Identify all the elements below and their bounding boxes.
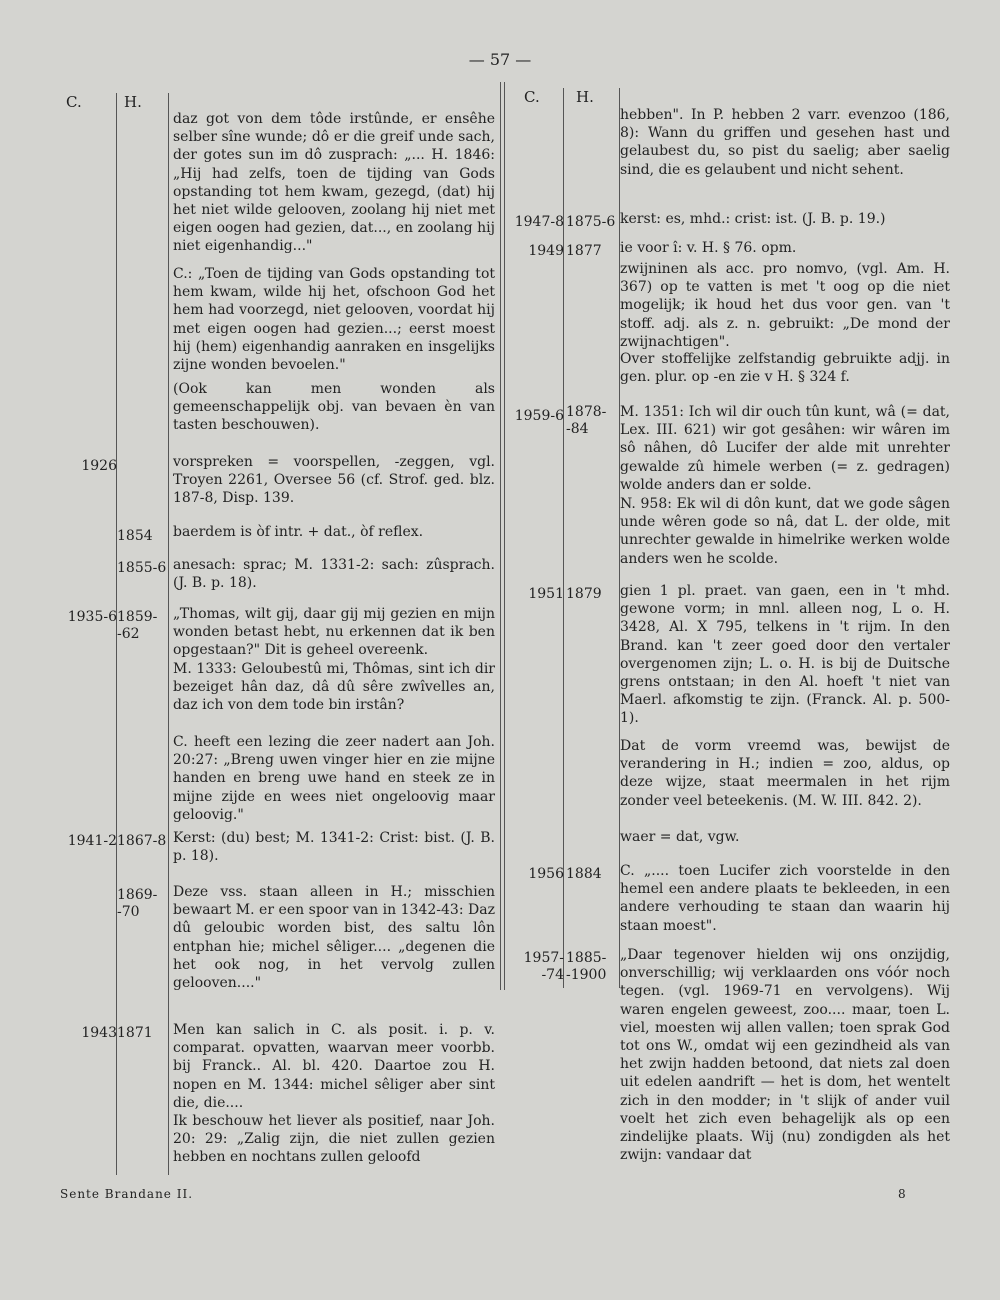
h-number-1879: 1879 [566,586,602,602]
h-number-1855-6: 1855-6 [117,560,167,576]
h-number-1884: 1884 [566,866,602,882]
entry-right-3: zwijninen als acc. pro nomvo, (vgl. Am. H. 367) op te vatten is met 't oog op die niet mogelijk; ik houd het dus voor gen. van 't stoff. adj. als z. n. gebruikt: „De mond der zwijnachtigen". [620,261,950,350]
c-number-1959-6: 1959-6 [514,408,564,424]
entry-left-11: Men kan salich in C. als posit. i. p. v. comparat. opvatten, waarvan meer voorbb. bij Franck.. Al. bl. 420. Daartoe zou H. nopen en M. 1344: michel sêliger aber sint die, die.... [173,1022,495,1111]
entry-right-11: „Daar tegenover hielden wij ons onzijdig, onverschillig; wij verklaarden ons vóór noch tegen. (vgl. 1969-71 en vervolgens). Wij waren engelen geweest, zoo.... maar, toen L. viel, moesten wij allen vallen; toen sprak God tot ons W., omdat wij een gezindheid als van het zwijn hadden betoond, dat niets zal doen uit edelen aandrift — het is dom, het wentelt zich in den modder; in 't slijk of ander vuil voelt het zich even behagelijk als op een zindelijke plaats. Wij (nu) zondigden als het zwijn: vandaar dat [620,947,950,1164]
entry-left-3: vorspreken = voorspellen, -zeggen, vgl. Troyen 2261, Oversee 56 (cf. Strof. ged. blz. 187-8, Disp. 139. [173,454,495,507]
h-number-1875-6: 1875-6 [566,214,616,230]
page-number: — 57 — [468,50,532,69]
h-number-1871: 1871 [117,1025,153,1041]
entry-left-4: baerdem is òf intr. + dat., òf reflex. [173,524,424,540]
entry-right-4: Over stoffelijke zelfstandig gebruikte adjj. in gen. plur. op -en zie v H. § 324 f. [620,351,950,386]
entry-left-5: anesach: sprac; M. 1331-2: sach: zûsprach. (J. B. p. 18). [173,557,495,592]
entry-left-2: (Ook kan men wonden als gemeenschappelijk obj. van bevaen èn van tasten beschouwen). [173,381,495,434]
right-header-c: C. [524,88,540,106]
c-number-1947-8: 1947-8 [514,214,564,230]
footer-signature: 8 [898,1187,906,1201]
center-rule-b [504,82,505,990]
entry-left-8: C. heeft een lezing die zeer nadert aan Joh. 20:27: „Breng uwen vinger hier en zie mijne handen en breng uwe hand en steek ze in mijne zijde en wees niet ongeloovig maar geloovig." [173,734,495,823]
entry-left-12: Ik beschouw het liever als positief, naar Joh. 20: 29: „Zalig zijn, die niet zullen gezien hebben en nochtans zullen geloofd [173,1113,495,1166]
entry-right-2: ie voor î: v. H. § 76. opm. [620,240,797,256]
left-header-h: H. [124,93,142,111]
entry-left-6: „Thomas, wilt gij, daar gij mij gezien en mijn wonden betast hebt, nu erkennen dat ik ben opgestaan?" Dit is geheel overeenk. [173,606,495,659]
c-number-1926: 1926 [81,458,117,474]
entry-left-0: daz got von dem tôde irstûnde, er ensêhe selber sîne wunde; dô er die greif unde sach, der gotes sun im dô zusprach: „... H. 1846: „Hij had zelfs, toen de tijding van Gods opstanding tot hem kwam, gezegd, (dat) hij het niet wilde gelooven, zoolang hij niet met eigen oogen had gezien, dat..., en zoolang hij niet eigenhandig..." [173,111,495,255]
c-number-1935-6: 1935-6 [67,609,117,625]
entry-left-10: Deze vss. staan alleen in H.; misschien bewaart M. er een spoor van in 1342-43: Daz dû geloubic worden bist, des saltu lôn entphan hie; michel sêliger.... „degenen die het ook nog, in het vervolg zullen gelooven...." [173,884,495,992]
h-number-1877: 1877 [566,243,602,259]
entry-left-9: Kerst: (du) best; M. 1341-2: Crist: bist. (J. B. p. 18). [173,830,495,865]
c-number-1949: 1949 [528,243,564,259]
c-number-1941-2: 1941-2 [67,833,117,849]
h-number-1878-84: 1878- -84 [566,404,607,437]
right-header-h: H. [576,88,594,106]
entry-right-8: Dat de vorm vreemd was, bewijst de verandering in H.; indien = zoo, aldus, op deze wijze, staat meermalen in het rijm zonder veel beteekenis. (M. W. III. 842. 2). [620,738,950,809]
center-rule-a [500,82,501,990]
entry-right-6: N. 958: Ek wil di dôn kunt, dat we gode sâgen unde wêren gode so nâ, dat L. der olde, mit unrechter gewalde in himelrike werken wolde anders wen he scolde. [620,496,950,567]
h-number-1885-1900: 1885- -1900 [566,950,607,983]
c-number-1951: 1951 [528,586,564,602]
entry-right-1: kerst: es, mhd.: crist: ist. (J. B. p. 19.) [620,211,886,227]
entry-right-9: waer = dat, vgw. [620,829,740,845]
h-number-1867-8: 1867-8 [117,833,167,849]
left-header-c: C. [66,93,82,111]
entry-left-1: C.: „Toen de tijding van Gods opstanding tot hem kwam, wilde hij het, ofschoon God het hem had voorzegd, niet gelooven, voordat hij met eigen oogen had gezien...; eerst moest hij (hem) eigenhandig aanraken en insgelijks zijne wonden bevoelen." [173,266,495,374]
entry-right-7: gien 1 pl. praet. van gaen, een in 't mhd. gewone vorm; in mnl. alleen nog, L o. H. 3428, Al. X 795, telkens in 't rijm. In den Brand. kan 't zeer goed door den vertaler overgenomen zijn; L. o. H. is bij de Duitsche grens ontstaan; in den Al. hoeft 't niet van Maerl. afkomstig te zijn. (Franck. Al. p. 500-1). [620,583,950,727]
h-number-1859-62: 1859- -62 [117,609,158,642]
entry-right-5: M. 1351: Ich wil dir ouch tûn kunt, wâ (= dat, Lex. III. 621) wir got gesâhen: wir wâren im sô nâhen, dô Lucifer der alde mit unrehter gewalde zû himele werben (= z. gedragen) wolde anders dan er solde. [620,404,950,493]
entry-right-10: C. „.... toen Lucifer zich voorstelde in den hemel een andere plaats te bekleeden, in een andere verhouding te staan dan waarin hij staan moest". [620,863,950,934]
entry-left-7: M. 1333: Geloubestû mi, Thômas, sint ich dir bezeiget hân daz, dâ dû sêre zwîvelles an, daz ich von dem tode bin irstân? [173,661,495,714]
h-number-1854: 1854 [117,528,153,544]
h-number-1869-70: 1869- -70 [117,887,158,920]
entry-right-0: hebben". In P. hebben 2 varr. evenzoo (186, 8): Wann du griffen und gesehen hast und gelaubest du, so pist du saelig; aber saelig sind, die es gelaubent und nicht sehent. [620,107,950,178]
footer-title: Sente Brandane II. [60,1187,194,1201]
c-number-1943: 1943 [81,1025,117,1041]
c-number-1957-74: 1957- -74 [523,950,564,983]
c-number-1956: 1956 [528,866,564,882]
